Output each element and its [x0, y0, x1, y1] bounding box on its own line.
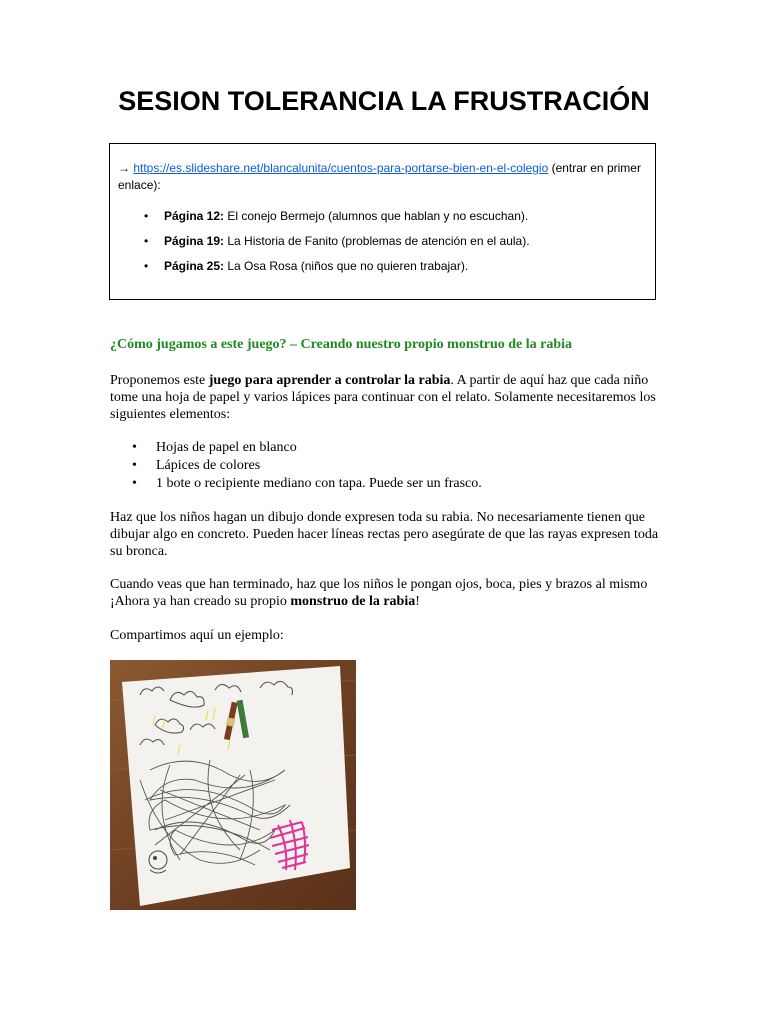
bullet-icon: •: [144, 259, 149, 273]
section-heading: ¿Cómo jugamos a este juego? – Creando nuestro propio monstruo de la rabia: [110, 337, 573, 352]
story-list: [110, 208, 640, 283]
paper-sheet: [122, 666, 350, 906]
bullet-icon: •: [132, 476, 137, 491]
list-item: [110, 258, 640, 283]
page-ref: Página 19:: [164, 234, 225, 248]
page-ref: Página 12:: [164, 209, 225, 223]
page-title: SESION TOLERANCIA LA FRUSTRACIÓN: [118, 86, 650, 116]
story-description: La Historia de Fanito (problemas de atención en el aula).: [224, 234, 530, 248]
materials-list: [110, 439, 482, 493]
example-drawing-photo: [110, 660, 356, 910]
bullet-icon: •: [132, 458, 137, 473]
crayon-wrapper: [226, 717, 235, 726]
bullet-icon: •: [132, 440, 137, 455]
paragraph-monster: [110, 576, 670, 610]
arrow-icon: →: [118, 161, 130, 175]
bold-text: juego para aprender a controlar la rabia: [208, 373, 451, 388]
story-description: La Osa Rosa (niños que no quieren trabajar).: [224, 259, 469, 273]
material-text: Hojas de papel en blanco: [156, 440, 297, 455]
links-box-intro: [118, 160, 648, 194]
list-item: [110, 233, 640, 258]
list-item: [110, 457, 482, 475]
text-run: . A partir de aquí haz que cada niño tome una hoja de papel y varios lápices para continuar con el relato. Solamente necesitaremos los siguientes elementos:: [110, 373, 656, 422]
list-item: [110, 475, 482, 493]
text-run: Proponemos este: [110, 373, 209, 388]
text-run: !: [415, 594, 420, 609]
text-run: Cuando veas que han terminado, haz que los niños le pongan ojos, boca, pies y brazos al mismo ¡Ahora ya han creado su propio: [110, 577, 648, 609]
paragraph-example: Compartimos aquí un ejemplo:: [110, 628, 284, 643]
story-description: El conejo Bermejo (alumnos que hablan y no escuchan).: [224, 209, 529, 223]
link-note: (entrar en primer enlace):: [118, 161, 641, 192]
paragraph-intro: [110, 372, 670, 423]
bold-text: monstruo de la rabia: [290, 594, 416, 609]
list-item: [110, 208, 640, 233]
bullet-icon: •: [144, 234, 149, 248]
links-box: [109, 143, 656, 300]
paragraph-drawing: Haz que los niños hagan un dibujo donde expresen toda su rabia. No necesariamente tienen que dibujar algo en concreto. Pueden hacer líneas rectas pero asegúrate de que las rayas expresen toda su bronca.: [110, 510, 659, 559]
bullet-icon: •: [144, 209, 149, 223]
slideshare-link[interactable]: https://es.slideshare.net/blancalunita/cuentos-para-portarse-bien-en-el-colegio: [133, 161, 549, 175]
list-item: [110, 439, 482, 457]
material-text: Lápices de colores: [156, 458, 261, 473]
page-ref: Página 25:: [164, 259, 225, 273]
material-text: 1 bote o recipiente mediano con tapa. Puede ser un frasco.: [156, 476, 482, 491]
